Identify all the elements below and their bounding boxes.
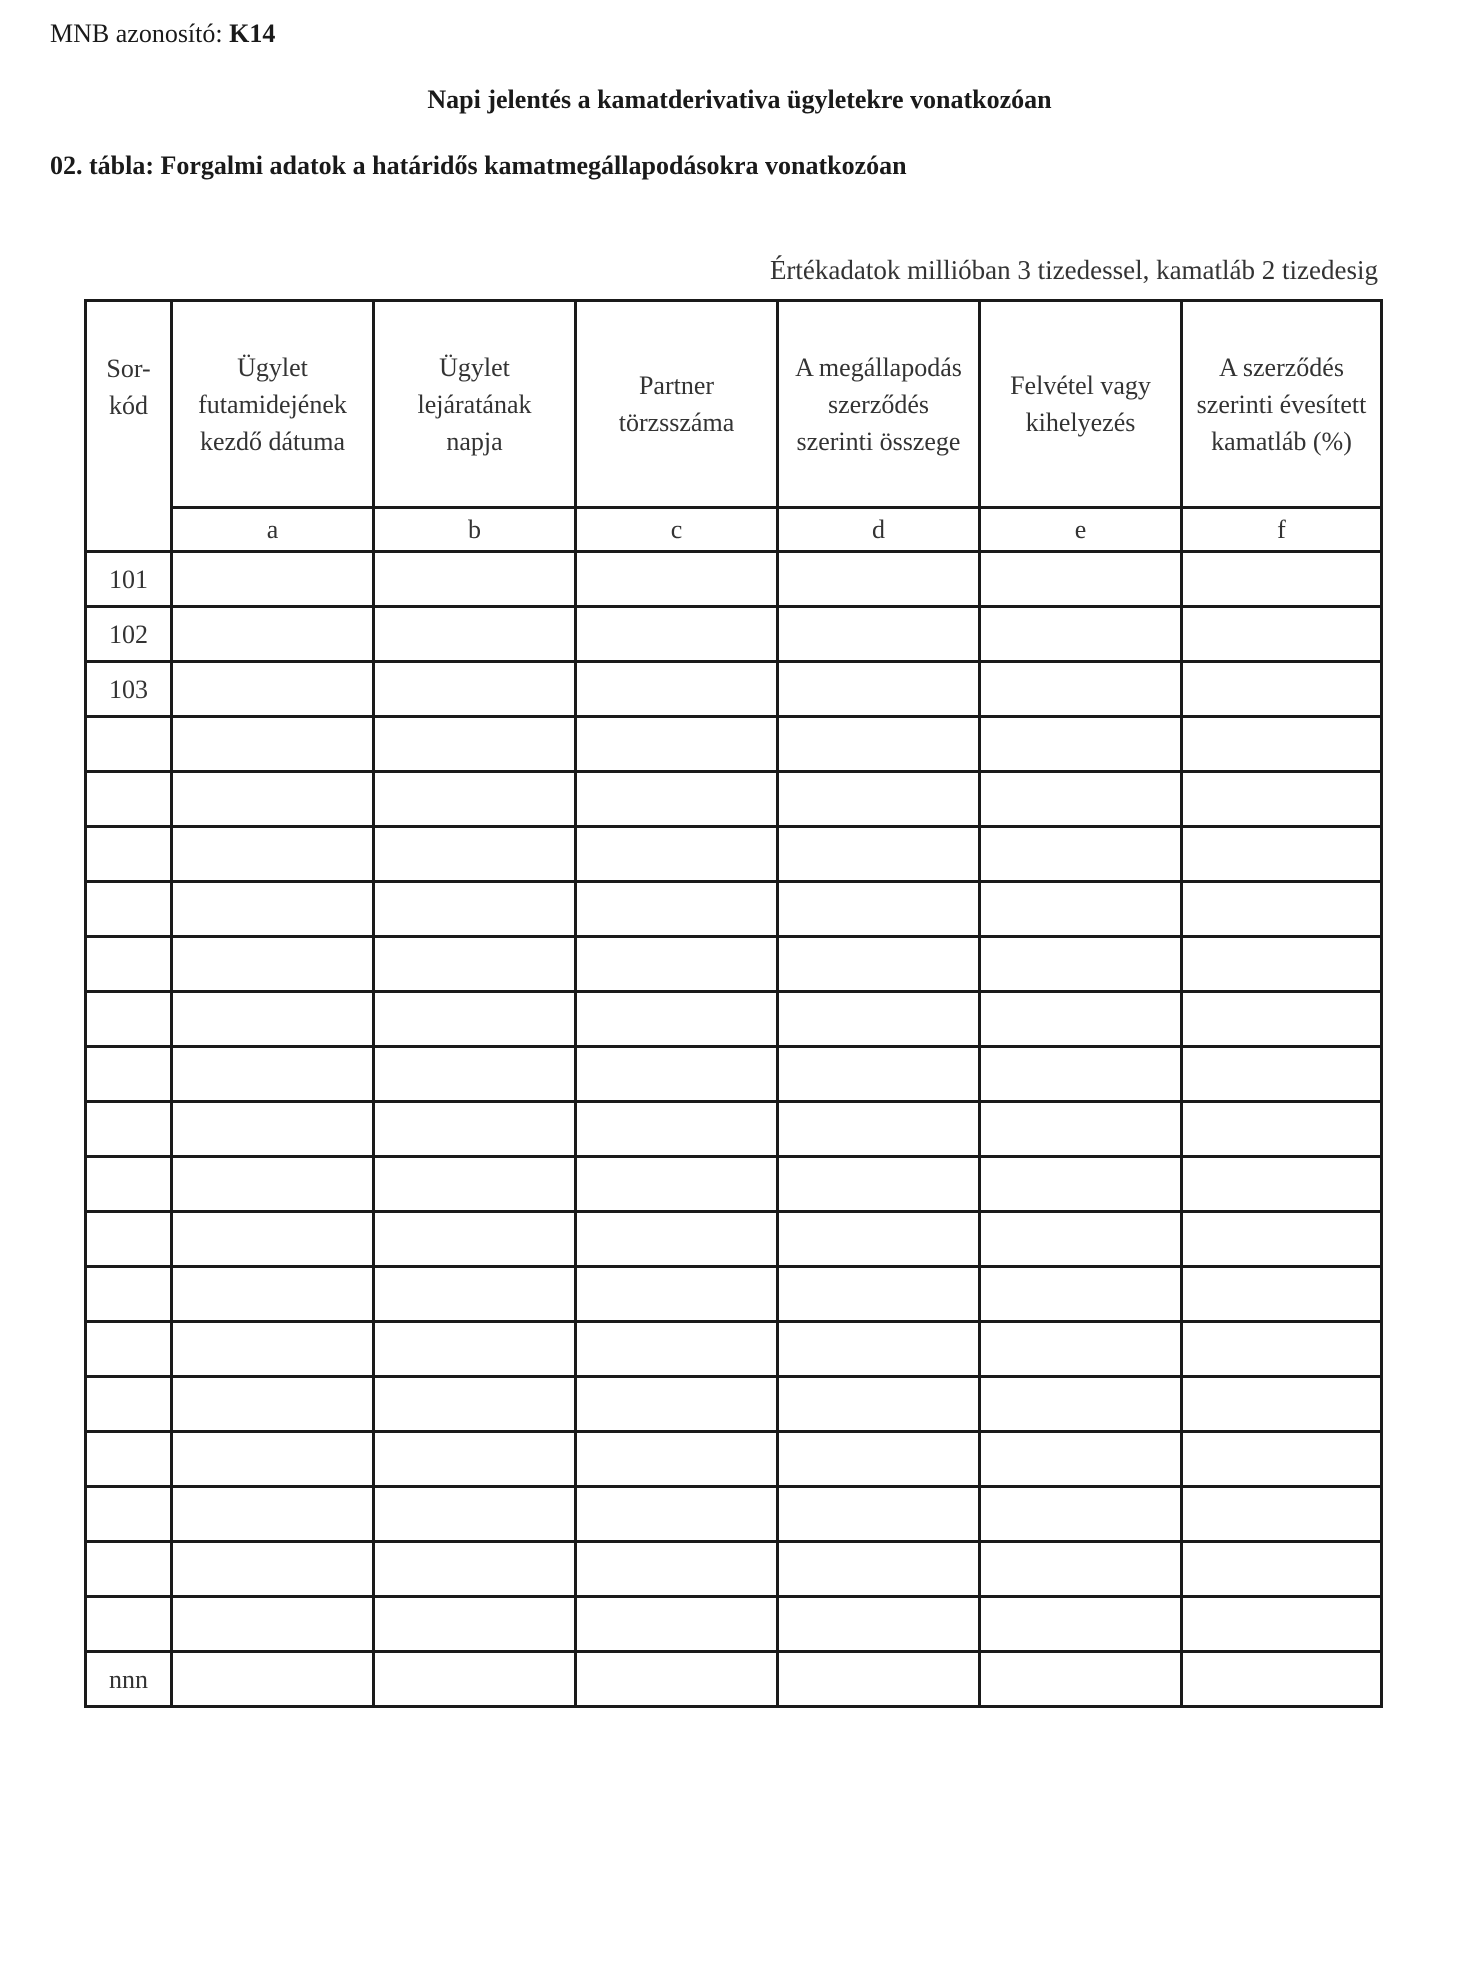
data-cell-c[interactable] <box>576 1377 778 1432</box>
column-header-line: kamatláb (%) <box>1211 426 1352 456</box>
data-cell-a[interactable] <box>172 607 374 662</box>
data-cell-e[interactable] <box>980 1157 1182 1212</box>
data-cell-d[interactable] <box>778 772 980 827</box>
row-code-cell <box>86 1432 172 1487</box>
data-cell-d[interactable] <box>778 882 980 937</box>
table-row <box>86 1267 1382 1322</box>
data-cell-d[interactable] <box>778 992 980 1047</box>
data-cell-b[interactable] <box>374 1102 576 1157</box>
data-cell-d[interactable] <box>778 1047 980 1102</box>
data-cell-f[interactable] <box>1182 1322 1382 1377</box>
row-code-cell <box>86 1542 172 1597</box>
identifier-label: MNB azonosító: <box>50 19 223 48</box>
table-row <box>86 1322 1382 1377</box>
data-cell-e[interactable] <box>980 1597 1182 1652</box>
column-header-line: A megállapodás <box>795 352 962 382</box>
data-cell-b[interactable] <box>374 1377 576 1432</box>
row-code-header-line: Sor- <box>106 354 151 383</box>
report-table-body <box>86 552 1382 1707</box>
data-cell-e[interactable] <box>980 937 1182 992</box>
data-cell-d[interactable] <box>778 1597 980 1652</box>
data-cell-a[interactable] <box>172 772 374 827</box>
data-cell-b[interactable] <box>374 1322 576 1377</box>
data-cell-a[interactable] <box>172 827 374 882</box>
table-row <box>86 1047 1382 1102</box>
data-cell-a[interactable] <box>172 1102 374 1157</box>
data-cell-e[interactable] <box>980 1212 1182 1267</box>
data-cell-e[interactable] <box>980 1267 1182 1322</box>
data-cell-a[interactable] <box>172 1652 374 1707</box>
data-cell-a[interactable] <box>172 1322 374 1377</box>
column-letter-b: b <box>374 508 576 552</box>
table-row <box>86 827 1382 882</box>
data-cell-c[interactable] <box>576 1322 778 1377</box>
row-code-cell: 101 <box>86 552 172 607</box>
data-cell-e[interactable] <box>980 1047 1182 1102</box>
row-code-cell: 102 <box>86 607 172 662</box>
column-header-line: kezdő dátuma <box>199 426 346 456</box>
row-code-cell <box>86 1047 172 1102</box>
data-cell-c[interactable] <box>576 1212 778 1267</box>
row-code-cell <box>86 992 172 1047</box>
data-cell-c[interactable] <box>576 772 778 827</box>
row-code-cell <box>86 1377 172 1432</box>
data-cell-b[interactable] <box>374 1157 576 1212</box>
data-cell-b[interactable] <box>374 1047 576 1102</box>
table-row <box>86 1542 1382 1597</box>
document-title: Napi jelentés a kamatderivativa ügyletekre vonatkozóan <box>427 85 1052 114</box>
data-cell-f[interactable] <box>1182 607 1382 662</box>
row-code-cell <box>86 1102 172 1157</box>
table-row <box>86 1102 1382 1157</box>
data-cell-d[interactable] <box>778 717 980 772</box>
column-header-c <box>576 301 778 508</box>
data-cell-b[interactable] <box>374 1212 576 1267</box>
table-row <box>86 1377 1382 1432</box>
data-cell-a[interactable] <box>172 662 374 717</box>
data-cell-f[interactable] <box>1182 1267 1382 1322</box>
column-header-line: futamidejének <box>198 389 347 419</box>
data-cell-d[interactable] <box>778 607 980 662</box>
row-code-header <box>86 301 172 552</box>
data-cell-f[interactable] <box>1182 552 1382 607</box>
data-cell-c[interactable] <box>576 1157 778 1212</box>
data-cell-f[interactable] <box>1182 1597 1382 1652</box>
data-cell-d[interactable] <box>778 1377 980 1432</box>
data-cell-c[interactable] <box>576 1597 778 1652</box>
data-cell-f[interactable] <box>1182 1102 1382 1157</box>
column-header-a <box>172 301 374 508</box>
row-code-cell <box>86 772 172 827</box>
data-cell-b[interactable] <box>374 992 576 1047</box>
column-header-line: szerinti összege <box>796 426 961 456</box>
row-code-cell <box>86 1212 172 1267</box>
column-header-line: Ügylet <box>237 352 308 382</box>
column-letter-f: f <box>1182 508 1382 552</box>
data-cell-c[interactable] <box>576 882 778 937</box>
data-cell-b[interactable] <box>374 607 576 662</box>
row-code-cell <box>86 827 172 882</box>
data-cell-b[interactable] <box>374 1542 576 1597</box>
data-cell-c[interactable] <box>576 827 778 882</box>
data-cell-e[interactable] <box>980 717 1182 772</box>
row-code-cell <box>86 1267 172 1322</box>
data-cell-e[interactable] <box>980 1322 1182 1377</box>
data-cell-e[interactable] <box>980 992 1182 1047</box>
data-cell-a[interactable] <box>172 1157 374 1212</box>
identifier-line <box>50 16 275 52</box>
data-cell-d[interactable] <box>778 1212 980 1267</box>
data-cell-c[interactable] <box>576 1542 778 1597</box>
data-cell-a[interactable] <box>172 882 374 937</box>
data-cell-e[interactable] <box>980 1377 1182 1432</box>
data-cell-c[interactable] <box>576 1267 778 1322</box>
data-cell-f[interactable] <box>1182 772 1382 827</box>
data-cell-b[interactable] <box>374 1597 576 1652</box>
data-cell-e[interactable] <box>980 1102 1182 1157</box>
row-code-cell <box>86 717 172 772</box>
row-code-cell <box>86 882 172 937</box>
data-cell-c[interactable] <box>576 992 778 1047</box>
table-row <box>86 1652 1382 1707</box>
data-cell-d[interactable] <box>778 1487 980 1542</box>
data-cell-f[interactable] <box>1182 1432 1382 1487</box>
data-cell-d[interactable] <box>778 937 980 992</box>
column-letter-a: a <box>172 508 374 552</box>
data-cell-f[interactable] <box>1182 1047 1382 1102</box>
data-cell-a[interactable] <box>172 1597 374 1652</box>
table-row <box>86 772 1382 827</box>
data-cell-a[interactable] <box>172 1542 374 1597</box>
data-cell-b[interactable] <box>374 1652 576 1707</box>
data-cell-a[interactable] <box>172 1212 374 1267</box>
table-row <box>86 662 1382 717</box>
column-header-line: Ügylet <box>439 352 510 382</box>
data-cell-e[interactable] <box>980 607 1182 662</box>
data-cell-c[interactable] <box>576 1047 778 1102</box>
row-code-cell: nnn <box>86 1652 172 1707</box>
data-cell-d[interactable] <box>778 1322 980 1377</box>
data-cell-e[interactable] <box>980 1652 1182 1707</box>
column-header-line: szerződés <box>827 389 930 419</box>
row-code-cell <box>86 1322 172 1377</box>
data-cell-e[interactable] <box>980 882 1182 937</box>
table-row <box>86 1432 1382 1487</box>
data-cell-a[interactable] <box>172 1047 374 1102</box>
data-cell-e[interactable] <box>980 1542 1182 1597</box>
data-cell-c[interactable] <box>576 1432 778 1487</box>
data-cell-d[interactable] <box>778 1157 980 1212</box>
data-cell-d[interactable] <box>778 1432 980 1487</box>
data-cell-b[interactable] <box>374 1267 576 1322</box>
data-cell-e[interactable] <box>980 1487 1182 1542</box>
data-cell-c[interactable] <box>576 1652 778 1707</box>
data-cell-f[interactable] <box>1182 1377 1382 1432</box>
data-cell-a[interactable] <box>172 717 374 772</box>
table-row <box>86 717 1382 772</box>
column-header-line: Felvétel vagy <box>1010 371 1151 401</box>
data-cell-f[interactable] <box>1182 1542 1382 1597</box>
data-cell-a[interactable] <box>172 992 374 1047</box>
column-letter-d: d <box>778 508 980 552</box>
column-letter-row <box>86 508 1382 552</box>
data-cell-e[interactable] <box>980 1432 1182 1487</box>
column-header-line: szerinti évesített <box>1196 389 1367 419</box>
column-header-d <box>778 301 980 508</box>
row-code-cell: 103 <box>86 662 172 717</box>
data-cell-b[interactable] <box>374 1432 576 1487</box>
data-cell-f[interactable] <box>1182 662 1382 717</box>
data-cell-f[interactable] <box>1182 1652 1382 1707</box>
data-cell-f[interactable] <box>1182 882 1382 937</box>
data-cell-e[interactable] <box>980 772 1182 827</box>
column-header-row <box>86 301 1382 508</box>
data-cell-a[interactable] <box>172 552 374 607</box>
data-cell-d[interactable] <box>778 1102 980 1157</box>
table-row <box>86 552 1382 607</box>
data-cell-d[interactable] <box>778 552 980 607</box>
data-cell-f[interactable] <box>1182 1212 1382 1267</box>
data-cell-c[interactable] <box>576 717 778 772</box>
column-header-f <box>1182 301 1382 508</box>
table-row <box>86 992 1382 1047</box>
identifier-code: K14 <box>229 19 276 48</box>
data-cell-b[interactable] <box>374 772 576 827</box>
data-cell-f[interactable] <box>1182 1157 1382 1212</box>
data-cell-b[interactable] <box>374 1487 576 1542</box>
column-header-line: lejáratának <box>417 389 532 419</box>
data-cell-c[interactable] <box>576 937 778 992</box>
table-row <box>86 1212 1382 1267</box>
data-cell-c[interactable] <box>576 552 778 607</box>
column-header-line: napja <box>446 426 503 456</box>
column-letter-c: c <box>576 508 778 552</box>
data-cell-b[interactable] <box>374 882 576 937</box>
data-cell-c[interactable] <box>576 1487 778 1542</box>
data-cell-e[interactable] <box>980 827 1182 882</box>
table-title: 02. tábla: Forgalmi adatok a határidős kamatmegállapodásokra vonatkozóan <box>50 151 907 180</box>
data-cell-c[interactable] <box>576 1102 778 1157</box>
data-cell-d[interactable] <box>778 827 980 882</box>
data-cell-a[interactable] <box>172 1487 374 1542</box>
data-cell-c[interactable] <box>576 607 778 662</box>
data-cell-e[interactable] <box>980 662 1182 717</box>
data-cell-d[interactable] <box>778 1542 980 1597</box>
column-header-e <box>980 301 1182 508</box>
table-row <box>86 1487 1382 1542</box>
data-cell-e[interactable] <box>980 552 1182 607</box>
data-cell-a[interactable] <box>172 1267 374 1322</box>
column-header-line: Partner <box>638 371 715 401</box>
row-code-cell <box>86 1157 172 1212</box>
table-row <box>86 882 1382 937</box>
data-cell-d[interactable] <box>778 1652 980 1707</box>
data-cell-d[interactable] <box>778 1267 980 1322</box>
row-code-cell <box>86 1487 172 1542</box>
data-cell-b[interactable] <box>374 827 576 882</box>
row-code-cell <box>86 1597 172 1652</box>
data-cell-a[interactable] <box>172 1432 374 1487</box>
data-cell-b[interactable] <box>374 717 576 772</box>
report-table <box>84 299 1383 1708</box>
data-cell-f[interactable] <box>1182 827 1382 882</box>
data-cell-a[interactable] <box>172 937 374 992</box>
data-cell-f[interactable] <box>1182 937 1382 992</box>
column-header-b <box>374 301 576 508</box>
data-cell-a[interactable] <box>172 1377 374 1432</box>
column-header-line: A szerződés <box>1219 352 1344 382</box>
data-cell-b[interactable] <box>374 937 576 992</box>
data-cell-f[interactable] <box>1182 717 1382 772</box>
table-row <box>86 607 1382 662</box>
column-letter-e: e <box>980 508 1182 552</box>
data-cell-f[interactable] <box>1182 1487 1382 1542</box>
column-header-line: kihelyezés <box>1025 408 1136 438</box>
data-cell-b[interactable] <box>374 662 576 717</box>
row-code-cell <box>86 937 172 992</box>
row-code-header-line: kód <box>109 391 148 420</box>
table-row <box>86 1597 1382 1652</box>
data-cell-b[interactable] <box>374 552 576 607</box>
table-row <box>86 1157 1382 1212</box>
table-row <box>86 937 1382 992</box>
units-note: Értékadatok millióban 3 tizedessel, kamatláb 2 tizedesig <box>769 255 1378 285</box>
column-header-line: törzsszáma <box>618 408 735 438</box>
data-cell-d[interactable] <box>778 662 980 717</box>
data-cell-f[interactable] <box>1182 992 1382 1047</box>
data-cell-c[interactable] <box>576 662 778 717</box>
